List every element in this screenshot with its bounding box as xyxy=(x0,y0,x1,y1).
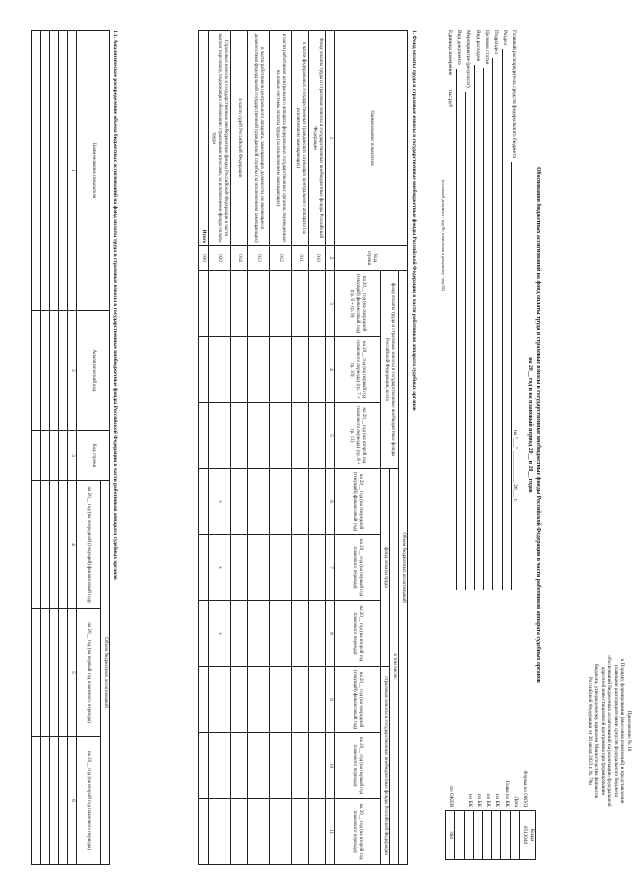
value-cell[interactable]: x xyxy=(209,535,231,601)
code-label: по БК xyxy=(476,793,483,807)
col-header-fot-y1: на 20__ год (на очередной (текущий) финансовый год) xyxy=(335,469,381,535)
code-label: Дата xyxy=(512,796,519,807)
appendix-line: Российской Федерации от 28 июля 2023 г. № 79н xyxy=(587,676,593,786)
value-cell[interactable] xyxy=(50,609,59,737)
code-label: по БК xyxy=(485,793,492,807)
code-label: Глава по БК xyxy=(503,780,510,807)
document-type-caption: (основной документ - код 01; изменения к документу - код 02) xyxy=(441,180,447,291)
col-header-fot: фонд оплаты труда xyxy=(381,469,390,667)
document-title xyxy=(526,30,542,820)
col-header-in-that-number: в том числе: xyxy=(390,469,399,865)
value-cell[interactable] xyxy=(231,601,248,667)
value-cell[interactable] xyxy=(59,311,68,431)
appendix-line: к Порядку формирования (внесения изменений) и представления xyxy=(619,658,626,804)
meta-row xyxy=(483,30,492,590)
value-cell[interactable]: x xyxy=(209,469,231,535)
date-line: на "___" ____________ 20___ г. xyxy=(512,430,518,502)
table-row xyxy=(209,31,231,865)
codes-box xyxy=(445,728,536,860)
total-label: Итого xyxy=(199,31,209,246)
row-name: Страховые взносы в государственные внебюджетные фонды Российской Федерации в части выплат персоналу, подлежащих обложению страховыми взносами, за исключением фонда оплаты труда xyxy=(209,31,231,246)
value-cell[interactable] xyxy=(270,799,292,865)
col-header-y3-total: на 20__ год (на второй год планового периода) (гр. 8 + гр. 11) xyxy=(335,403,381,469)
table-row xyxy=(50,31,59,865)
col-header-fot-y2: на 20__ год (на первый год планового периода) xyxy=(335,535,381,601)
column-number: 3 xyxy=(326,271,335,337)
value-cell[interactable] xyxy=(270,403,292,469)
value-cell[interactable] xyxy=(199,601,209,667)
value-cell[interactable] xyxy=(59,737,68,865)
col-header-y2: на 20__ год (на первый год планового периода) xyxy=(77,609,101,737)
column-number: 10 xyxy=(326,733,335,799)
value-cell[interactable] xyxy=(50,431,59,481)
value-cell[interactable] xyxy=(199,799,209,865)
section-1-table xyxy=(198,30,408,865)
value-cell[interactable] xyxy=(270,535,292,601)
value-cell[interactable] xyxy=(248,733,270,799)
col-header-fot-insurance: фонд оплаты труда и страховые взносы в государственные внебюджетные фонды Российской Федерации, всего xyxy=(381,271,399,469)
code-row xyxy=(510,728,519,860)
value-cell[interactable] xyxy=(231,337,248,403)
value-cell[interactable] xyxy=(199,667,209,733)
code-label: по БК xyxy=(466,793,473,807)
value-cell[interactable] xyxy=(41,31,50,311)
meta-fill-line[interactable] xyxy=(511,162,518,590)
row-code: 013 xyxy=(248,246,270,271)
meta-fill-line[interactable] xyxy=(474,65,481,590)
value-cell[interactable] xyxy=(270,667,292,733)
column-number: 7 xyxy=(326,535,335,601)
value-cell[interactable]: x xyxy=(209,601,231,667)
value-cell[interactable] xyxy=(209,667,231,733)
appendix-line: главными распорядителями средств федерального бюджета xyxy=(613,665,619,797)
code-value[interactable] xyxy=(482,810,491,860)
table-row xyxy=(248,31,270,865)
value-cell[interactable] xyxy=(231,271,248,337)
value-cell[interactable] xyxy=(248,469,270,535)
row-code: 020 xyxy=(209,246,231,271)
appendix-note xyxy=(587,600,633,862)
value-cell[interactable] xyxy=(248,799,270,865)
column-number: 6 xyxy=(68,737,77,865)
column-numbers-row xyxy=(326,31,335,865)
code-row xyxy=(473,728,482,860)
code-value[interactable]: 384 xyxy=(445,810,454,860)
value-cell[interactable] xyxy=(209,733,231,799)
section-1-1-title: 1.1. Аналитическое распределение объема бюджетных ассигнований на фонд оплаты труда и страховые взносы в государственные внебюджетные фонды Российской Федерации в части работников аппарата судебных органов xyxy=(112,30,118,580)
meta-label: Вид расходов xyxy=(474,30,481,61)
value-cell[interactable] xyxy=(270,733,292,799)
value-cell[interactable] xyxy=(309,535,326,601)
value-cell[interactable] xyxy=(292,601,309,667)
code-row xyxy=(519,728,528,860)
value-cell[interactable] xyxy=(59,609,68,737)
section-1-title: 1. Фонд оплаты труда и страховые взносы в государственные внебюджетные фонды Российской Федерации в части работников аппарата судебных органов xyxy=(411,30,417,411)
table-row xyxy=(32,31,41,865)
header-row xyxy=(399,31,408,865)
code-label xyxy=(455,728,464,810)
table-row xyxy=(41,31,50,865)
value-cell[interactable] xyxy=(309,271,326,337)
col-header-analytic-code: Аналитический код xyxy=(77,311,110,431)
column-number: 8 xyxy=(326,601,335,667)
header-fields xyxy=(441,30,520,590)
row-name: Фонд оплаты труда и страховые взносы в государственные внебюджетные фонды Российской Федерации xyxy=(309,31,326,246)
value-cell[interactable] xyxy=(309,469,326,535)
column-number: 4 xyxy=(326,337,335,403)
value-cell[interactable] xyxy=(59,481,68,609)
meta-fill-line[interactable] xyxy=(456,69,463,590)
value-cell[interactable] xyxy=(309,733,326,799)
col-header-code: Код строки xyxy=(335,246,408,271)
document-title-line: Обоснования бюджетных ассигнований на фонд оплаты труда и страховые взносы в государственные внебюджетные фонды Российской Федерации в части работников аппарата судебных органов xyxy=(535,167,541,683)
value-cell[interactable] xyxy=(32,311,41,431)
appendix-line: обоснований бюджетных ассигнований на реализацию федеральной xyxy=(606,655,613,807)
col-header-ins-y3: на 20__ год (на второй год планового периода) xyxy=(335,799,381,865)
value-cell[interactable] xyxy=(231,667,248,733)
value-cell[interactable] xyxy=(41,311,50,431)
value-cell[interactable] xyxy=(248,667,270,733)
total-code: 030 xyxy=(199,246,209,271)
row-name: в части судей Российской Федерации xyxy=(231,31,248,246)
meta-row xyxy=(456,30,465,590)
document-title-period: на 20__ год и на плановый период 20__ и 20__ годов xyxy=(526,357,533,493)
units-label: Единица измерения xyxy=(446,30,453,76)
value-cell[interactable] xyxy=(248,271,270,337)
value-cell[interactable] xyxy=(270,601,292,667)
meta-fill-line[interactable] xyxy=(465,92,472,590)
col-header-y1: на 20__ год (на очередной (текущий) финансовый год) xyxy=(77,481,101,609)
col-header-name: Наименование показателя xyxy=(77,31,110,311)
code-row xyxy=(464,728,473,860)
col-header-y2-total: на 20__ год (на первый год планового периода) (гр. 7 + гр. 10) xyxy=(335,337,381,403)
code-value[interactable] xyxy=(455,810,464,860)
value-cell[interactable] xyxy=(292,469,309,535)
value-cell[interactable] xyxy=(292,733,309,799)
column-number: 6 xyxy=(326,469,335,535)
codes-header xyxy=(528,728,536,860)
total-row xyxy=(199,31,209,865)
col-header-ins-y2: на 20__ год (на первый год планового периода) xyxy=(335,733,381,799)
meta-row xyxy=(511,30,520,590)
row-code: 014 xyxy=(231,246,248,271)
value-cell[interactable] xyxy=(231,799,248,865)
code-value[interactable] xyxy=(464,810,473,860)
table-row xyxy=(270,31,292,865)
appendix-line: бюджета, утвержденному приказом Министерства финансов xyxy=(593,663,600,799)
value-cell[interactable] xyxy=(309,601,326,667)
value-cell[interactable] xyxy=(270,337,292,403)
value-cell[interactable] xyxy=(32,431,41,481)
appendix-line: адресной инвестиционной программы при формировании xyxy=(600,666,606,796)
code-row xyxy=(455,728,464,860)
value-cell[interactable] xyxy=(209,271,231,337)
value-cell[interactable] xyxy=(199,403,209,469)
meta-label: Целевая статья xyxy=(483,30,490,65)
value-cell[interactable] xyxy=(292,337,309,403)
units-row xyxy=(447,30,456,590)
code-row xyxy=(491,728,500,860)
appendix-line: Приложение № 10 xyxy=(626,710,632,752)
column-number: 1 xyxy=(326,31,335,246)
value-cell[interactable] xyxy=(270,469,292,535)
meta-row xyxy=(465,30,474,590)
value-cell[interactable] xyxy=(41,481,50,609)
column-number: 4 xyxy=(68,481,77,609)
column-number: 2 xyxy=(68,311,77,431)
code-value[interactable]: 0512040 xyxy=(519,810,528,860)
value-cell[interactable] xyxy=(231,535,248,601)
value-cell[interactable] xyxy=(292,667,309,733)
row-code: 010 xyxy=(309,246,326,271)
value-cell[interactable] xyxy=(292,535,309,601)
meta-fill-line[interactable] xyxy=(483,68,490,590)
code-value[interactable] xyxy=(473,810,482,860)
code-value[interactable] xyxy=(510,810,519,860)
value-cell[interactable] xyxy=(50,481,59,609)
column-number: 2 xyxy=(326,246,335,271)
value-cell[interactable] xyxy=(59,431,68,481)
meta-fill-line[interactable] xyxy=(502,49,509,590)
value-cell[interactable] xyxy=(248,337,270,403)
meta-label: Вид документа xyxy=(456,30,463,65)
value-cell[interactable] xyxy=(292,403,309,469)
meta-label: Главный распорядитель средств федерального бюджета xyxy=(511,30,518,159)
value-cell[interactable] xyxy=(199,271,209,337)
value-cell[interactable] xyxy=(59,31,68,311)
value-cell[interactable] xyxy=(270,271,292,337)
units-value: тыс.руб xyxy=(446,89,453,108)
header-row xyxy=(101,31,110,865)
section-1-1-table xyxy=(31,30,110,865)
value-cell[interactable] xyxy=(50,737,59,865)
meta-label: Раздел xyxy=(502,30,509,46)
value-cell[interactable] xyxy=(50,31,59,311)
table-row xyxy=(309,31,326,865)
table-row xyxy=(231,31,248,865)
meta-row xyxy=(474,30,483,590)
value-cell[interactable] xyxy=(292,799,309,865)
value-cell[interactable] xyxy=(231,733,248,799)
value-cell[interactable] xyxy=(41,609,50,737)
row-code: 011 xyxy=(292,246,309,271)
codes-spacer xyxy=(528,728,536,810)
row-name: в части работников центрального аппарата, замещающих должности, не являющиеся должностями федеральной государственной гражданской службы (за исключением замещающих) xyxy=(248,31,270,246)
col-header-name: Наименование показателя xyxy=(335,31,408,246)
col-header-y1-total: на 20__ год (на очередной (текущий) финансовый год) (гр. 6 + гр. 9) xyxy=(335,271,381,337)
column-numbers-row xyxy=(68,31,77,865)
value-cell[interactable] xyxy=(248,601,270,667)
code-row xyxy=(445,728,454,860)
codes-title: Коды xyxy=(528,810,536,860)
column-number: 5 xyxy=(68,609,77,737)
meta-row xyxy=(492,30,501,590)
col-header-budget-volume: Объем бюджетных ассигнований xyxy=(399,271,408,865)
code-row xyxy=(500,728,509,860)
column-number: 1 xyxy=(68,31,77,311)
value-cell[interactable] xyxy=(231,403,248,469)
table-row xyxy=(292,31,309,865)
value-cell[interactable] xyxy=(309,667,326,733)
value-cell[interactable] xyxy=(209,799,231,865)
meta-label: Подраздел xyxy=(492,30,499,55)
value-cell[interactable] xyxy=(209,337,231,403)
value-cell[interactable] xyxy=(309,337,326,403)
value-cell[interactable] xyxy=(199,337,209,403)
column-number: 3 xyxy=(68,431,77,481)
col-header-budget-volume: Объем бюджетных ассигнований xyxy=(101,481,110,865)
meta-row xyxy=(502,30,511,590)
row-code: 012 xyxy=(270,246,292,271)
value-cell[interactable] xyxy=(248,403,270,469)
value-cell[interactable] xyxy=(209,403,231,469)
value-cell[interactable] xyxy=(199,535,209,601)
value-cell[interactable] xyxy=(248,535,270,601)
value-cell[interactable] xyxy=(41,737,50,865)
value-cell[interactable] xyxy=(32,609,41,737)
code-value[interactable] xyxy=(491,810,500,860)
code-row xyxy=(482,728,491,860)
column-number: 11 xyxy=(326,799,335,865)
value-cell[interactable] xyxy=(41,431,50,481)
value-cell[interactable] xyxy=(231,469,248,535)
meta-label: Мероприятие (результат) xyxy=(465,30,472,88)
value-cell[interactable] xyxy=(309,403,326,469)
value-cell[interactable] xyxy=(199,469,209,535)
code-label: по ОКЕИ xyxy=(448,786,455,807)
col-header-insurance: страховые взносы в государственные внебюджетные фонды Российской Федерации xyxy=(381,667,390,865)
table-row xyxy=(59,31,68,865)
value-cell[interactable] xyxy=(32,481,41,609)
value-cell[interactable] xyxy=(199,733,209,799)
value-cell[interactable] xyxy=(50,311,59,431)
code-label: по БК xyxy=(494,793,501,807)
value-cell[interactable] xyxy=(309,799,326,865)
column-number: 5 xyxy=(326,403,335,469)
meta-fill-line[interactable] xyxy=(492,58,499,590)
col-header-ins-y1: на 20__ год (на очередной (текущий) финансовый год) xyxy=(335,667,381,733)
row-name: в части федеральных государственных гражданских служащих центрального аппарата (за исключением замещающих) xyxy=(292,31,309,246)
value-cell[interactable] xyxy=(32,737,41,865)
code-value[interactable] xyxy=(500,810,509,860)
row-name: в части работников центрального аппарата федеральных государственных органов, переведенных на новые системы оплаты труда (за исключением замещающих) xyxy=(270,31,292,246)
col-header-fot-y3: на 20__ год (на второй год планового периода) xyxy=(335,601,381,667)
col-header-y3: на 20__ год (на второй год планового периода) xyxy=(77,737,101,865)
value-cell[interactable] xyxy=(32,31,41,311)
column-number: 9 xyxy=(326,667,335,733)
col-header-code: Код строки xyxy=(77,431,110,481)
code-label: Форма по ОКУД xyxy=(522,770,528,807)
value-cell[interactable] xyxy=(292,271,309,337)
